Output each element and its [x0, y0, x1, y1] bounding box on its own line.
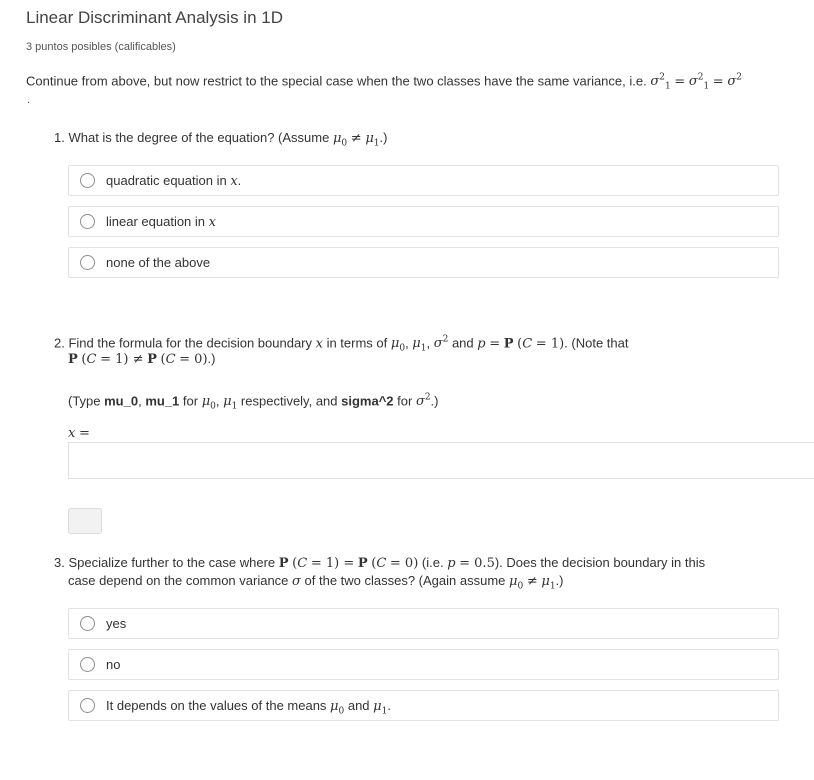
question-1-text: 1. What is the degree of the equation? (Assume $\mu_0 \ne \mu_1$.)	[54, 130, 388, 149]
q3-option-depends[interactable]	[68, 690, 779, 721]
option-label: quadratic equation in x.	[106, 173, 242, 189]
answer-input[interactable]	[68, 442, 814, 479]
question-3-text-line2: case depend on the common variance σ of the two classes? (Again assume $\mu_0 \ne \mu_1$.)	[68, 573, 564, 592]
radio-button[interactable]	[80, 255, 95, 270]
radio-button[interactable]	[80, 657, 95, 672]
option-label: no	[106, 657, 121, 672]
question-2-text-line2: P (C = 1) ≠ P (C = 0).)	[68, 351, 216, 367]
points-label: 3 puntos posibles (calificables)	[26, 41, 176, 53]
question-2-text: 2. Find the formula for the decision boundary x in terms of $\mu_0$, $\mu_1$, $\sigma^2$ and p = P (C = 1). (Note that	[54, 335, 629, 354]
option-label: It depends on the values of the means $\mu_0$ and $\mu_1$.	[106, 698, 391, 717]
answer-label: x =	[68, 426, 90, 441]
q3-option-no[interactable]	[68, 649, 779, 680]
radio-button[interactable]	[80, 214, 95, 229]
option-label: none of the above	[106, 255, 211, 270]
question-3-text: 3. Specialize further to the case where P (C = 1) = P (C = 0) (i.e. p = 0.5). Does the decision boundary in this	[54, 555, 706, 571]
q1-option-linear[interactable]	[68, 206, 779, 237]
q1-option-quadratic[interactable]	[68, 165, 779, 196]
check-button[interactable]	[68, 508, 102, 534]
intro-trailing-dot: .	[27, 94, 31, 106]
page-title: Linear Discriminant Analysis in 1D	[26, 8, 283, 27]
question-2-hint: (Type mu_0, mu_1 for $\mu_0$, $\mu_1$ respectively, and sigma^2 for $\sigma^2$.)	[68, 393, 439, 412]
radio-button[interactable]	[80, 698, 95, 713]
radio-button[interactable]	[80, 616, 95, 631]
radio-button[interactable]	[80, 173, 95, 188]
option-label: yes	[106, 616, 127, 631]
q1-option-none[interactable]	[68, 247, 779, 278]
q3-option-yes[interactable]	[68, 608, 779, 639]
option-label: linear equation in x	[106, 214, 216, 230]
intro-text: Continue from above, but now restrict to the special case when the two classes have the same variance, i.e. $\sigma^2_1 = \sigma^2_1 = \sigma^2$	[26, 73, 742, 92]
